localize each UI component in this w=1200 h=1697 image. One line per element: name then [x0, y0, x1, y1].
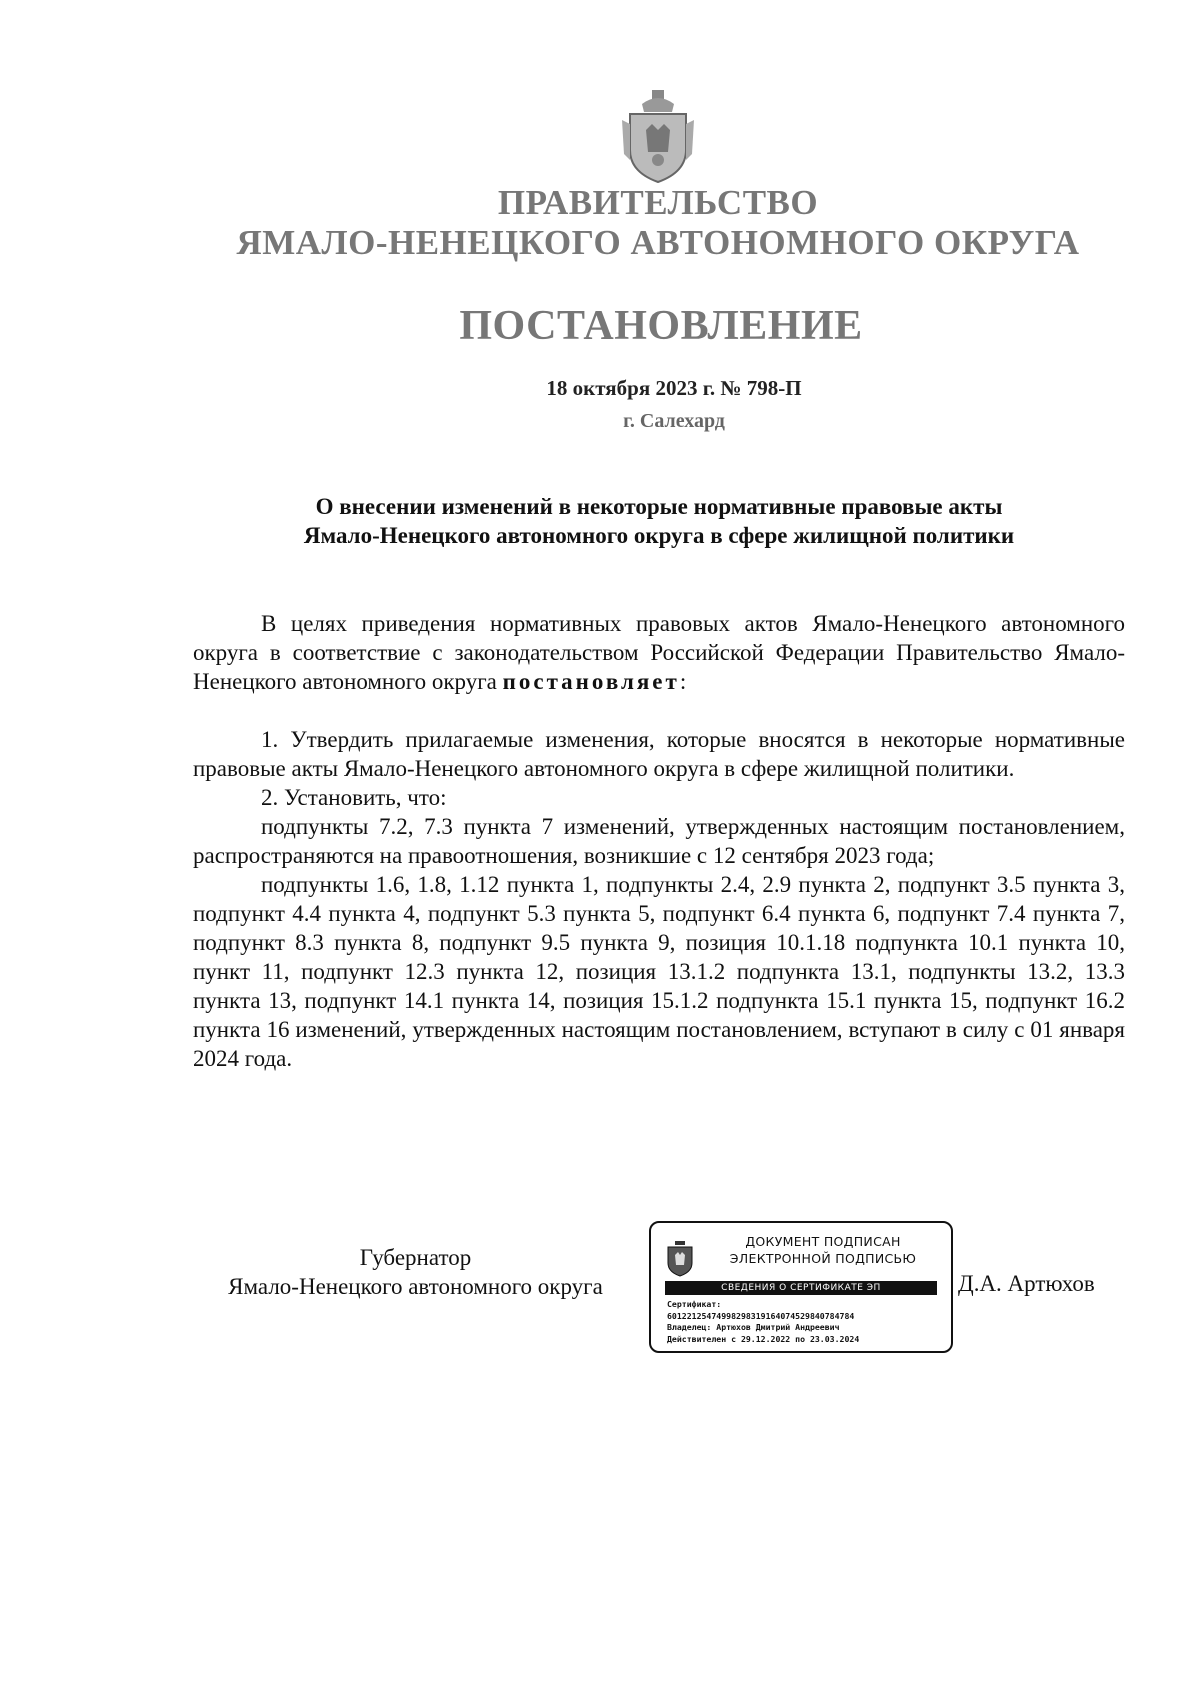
stamp-cert-label: Сертификат:	[667, 1299, 722, 1309]
stamp-title-line1: ДОКУМЕНТ ПОДПИСАН	[745, 1234, 901, 1249]
stamp-title-line2: ЭЛЕКТРОННОЙ ПОДПИСЬЮ	[729, 1251, 917, 1266]
item-2-clause-2: подпункты 1.6, 1.8, 1.12 пункта 1, подпункты 2.4, 2.9 пункта 2, подпункт 3.5 пункта 3, подпункт 4.4 пункта 4, подпункт 5.3 пункта 5, подпункт 6.4 пункта 6, подпункт 7.4 пункта 7, подпункт 8.3 пункта 8, подпункт 9.5 пункта 9, позиция 10.1.18 подпункта 10.1 пункта 10, пункт 11, подпункт 12.3 пункта 12, позиция 13.1.2 подпункта 13.1, подпункты 13.2, 13.3 пункта 13, подпункт 14.1 пункта 14, позиция 15.1.2 подпункта 15.1 пункта 15, подпункт 16.2 пункта 16 изменений, утвержденных настоящим постановлением, вступают в силу с 01 января 2024 года.	[193, 872, 1125, 1071]
stamp-emblem-icon	[665, 1239, 695, 1277]
government-title-line1: ПРАВИТЕЛЬСТВО	[497, 183, 819, 222]
item-2-clause-1: подпункты 7.2, 7.3 пункта 7 изменений, утвержденных настоящим постановлением, распространяются на правоотношения, возникшие с 12 сентября 2023 года;	[193, 814, 1125, 868]
document-type: ПОСТАНОВЛЕНИЕ	[459, 303, 863, 349]
stamp-details	[667, 1299, 943, 1345]
item-2: 2. Установить, что:	[261, 785, 447, 810]
coat-of-arms-icon	[622, 90, 694, 184]
intro-colon: :	[679, 669, 687, 694]
subject-line1: О внесении изменений в некоторые нормативные правовые акты	[315, 494, 1003, 519]
item-1: 1. Утвердить прилагаемые изменения, которые вносятся в некоторые нормативные правовые акты Ямало-Ненецкого автономного округа в сфере жилищной политики.	[193, 727, 1125, 781]
stamp-certificate-bar: СВЕДЕНИЯ О СЕРТИФИКАТЕ ЭП	[665, 1281, 937, 1295]
signer-name: Д.А. Артюхов	[958, 1271, 1095, 1296]
intro-verb: постановляет	[502, 669, 680, 694]
date-number: 18 октября 2023 г. № 798-П	[546, 376, 802, 400]
stamp-valid: Действителен с 29.12.2022 по 23.03.2024	[667, 1333, 860, 1344]
intro-text: В целях приведения нормативных правовых актов Ямало-Ненецкого автономного округа в соответствие с законодательством Российской Федерации Правительство Ямало-Ненецкого автономного округа	[193, 611, 1125, 694]
signature-block	[193, 1234, 1125, 1357]
decree-items	[193, 725, 1125, 1073]
stamp-title	[703, 1233, 943, 1267]
signer-position	[193, 1243, 638, 1301]
subject-line2: Ямало-Ненецкого автономного округа в сфере жилищной политики	[303, 523, 1015, 548]
city: г. Салехард	[623, 410, 725, 432]
stamp-owner: Владелец: Артюхов Дмитрий Андреевич	[667, 1322, 840, 1332]
signer-position-line1: Губернатор	[359, 1245, 472, 1270]
intro-paragraph	[193, 609, 1125, 696]
government-title-line2: ЯМАЛО-НЕНЕЦКОГО АВТОНОМНОГО ОКРУГА	[236, 223, 1080, 262]
electronic-signature-stamp	[649, 1221, 953, 1353]
document-subject	[193, 492, 1125, 550]
stamp-cert-number: 60122125474998298319164074529840784784	[667, 1310, 855, 1321]
signer-position-line2: Ямало-Ненецкого автономного округа	[228, 1274, 603, 1299]
